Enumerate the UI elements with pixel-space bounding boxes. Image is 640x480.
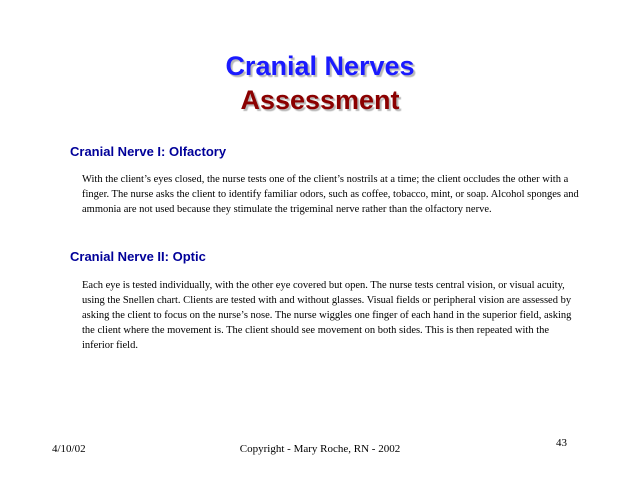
- slide-title-line-1: Cranial Nerves: [225, 51, 415, 81]
- section-body-olfactory: With the client’s eyes closed, the nurse tests one of the client’s nostrils at a time; the client occludes the other with a finger. The nurse asks the client to identify familiar odors, such as coffee, tobacco, mint, or soap. Alcohol sponges and ammonia are not used because they stimulate the trigeminal nerve rather than the olfactory nerve.: [82, 174, 579, 215]
- section-body-optic: Each eye is tested individually, with the other eye covered but open. The nurse tests central vision, or visual acuity, using the Snellen chart. Clients are tested with and without glasses. Visual fields or peripheral vision are assessed by asking the client to focus on the nurse’s nose. The nurse wiggles one finger of each hand in the superior field, asking the client where the movement is. The client should see movement on both sides. This is then repeated with the inferior field.: [82, 280, 572, 351]
- footer-page-number: 43: [556, 437, 567, 449]
- section-heading-optic: Cranial Nerve II: Optic: [70, 249, 206, 264]
- footer-date: 4/10/02: [52, 443, 86, 455]
- slide-title-line-2: Assessment: [240, 85, 400, 115]
- section-heading-olfactory: Cranial Nerve I: Olfactory: [70, 144, 227, 159]
- footer-copyright: Copyright - Mary Roche, RN - 2002: [239, 443, 401, 455]
